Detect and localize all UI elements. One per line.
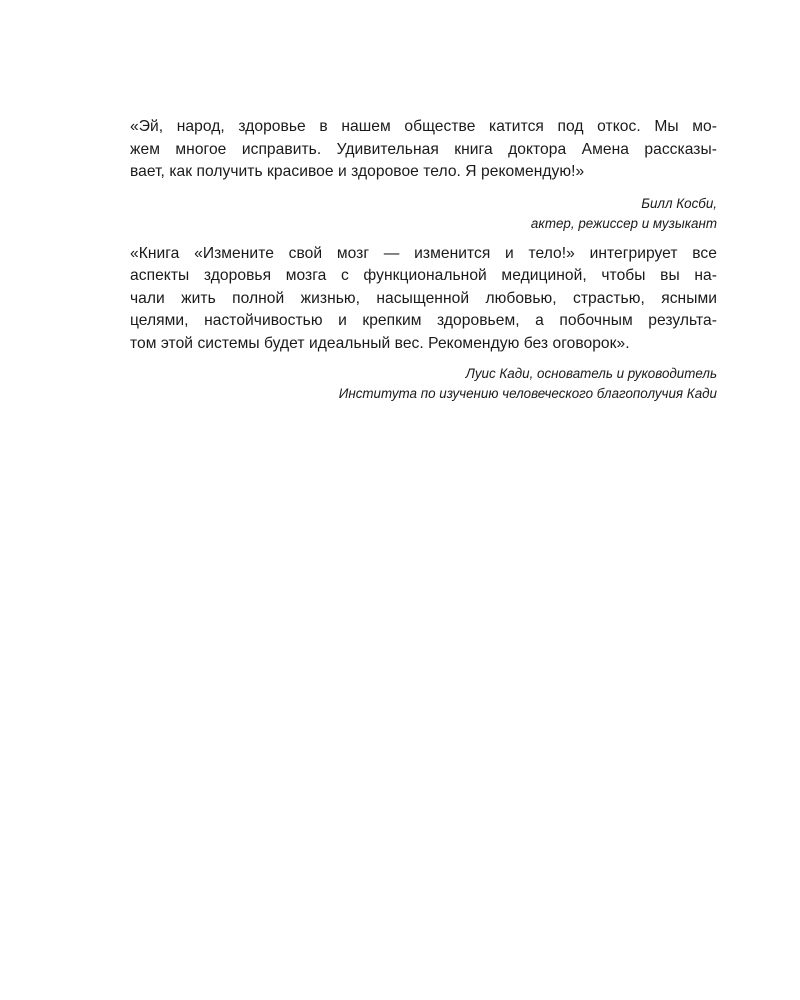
quote-2-attribution — [130, 364, 717, 404]
quote-1-author-role: актер, режиссер и музыкант — [530, 215, 717, 231]
quote-1-line: жем многое исправить. Удивительная книга доктора Амена рассказы- — [130, 140, 717, 158]
page-content — [130, 116, 717, 404]
quote-2-text — [130, 243, 717, 356]
quote-1-line: «Эй, народ, здоровье в нашем обществе катится под откос. Мы мо- — [130, 118, 717, 135]
quote-2-line: аспекты здоровья мозга с функциональной медициной, чтобы вы на- — [130, 267, 717, 284]
quote-1-author: Билл Косби, — [641, 195, 717, 211]
quote-1-attribution — [130, 194, 717, 234]
quote-2-line: чали жить полной жизнью, насыщенной любовью, страстью, ясными — [130, 289, 717, 307]
quote-2-line: «Книга «Измените свой мозг — изменится и тело!» интегрирует все — [130, 244, 717, 262]
quote-2-author: Луис Кади, основатель и руководитель — [465, 366, 717, 381]
quote-1-text — [130, 116, 717, 184]
quote-2-author-role: Института по изучению человеческого благополучия Кади — [338, 386, 717, 401]
quote-2-line: целями, настойчивостью и крепким здоровьем, а побочным результа- — [130, 312, 717, 329]
quote-2-line: том этой системы будет идеальный вес. Рекомендую без оговорок». — [130, 334, 630, 352]
quote-1-line: вает, как получить красивое и здоровое тело. Я рекомендую!» — [130, 163, 585, 180]
